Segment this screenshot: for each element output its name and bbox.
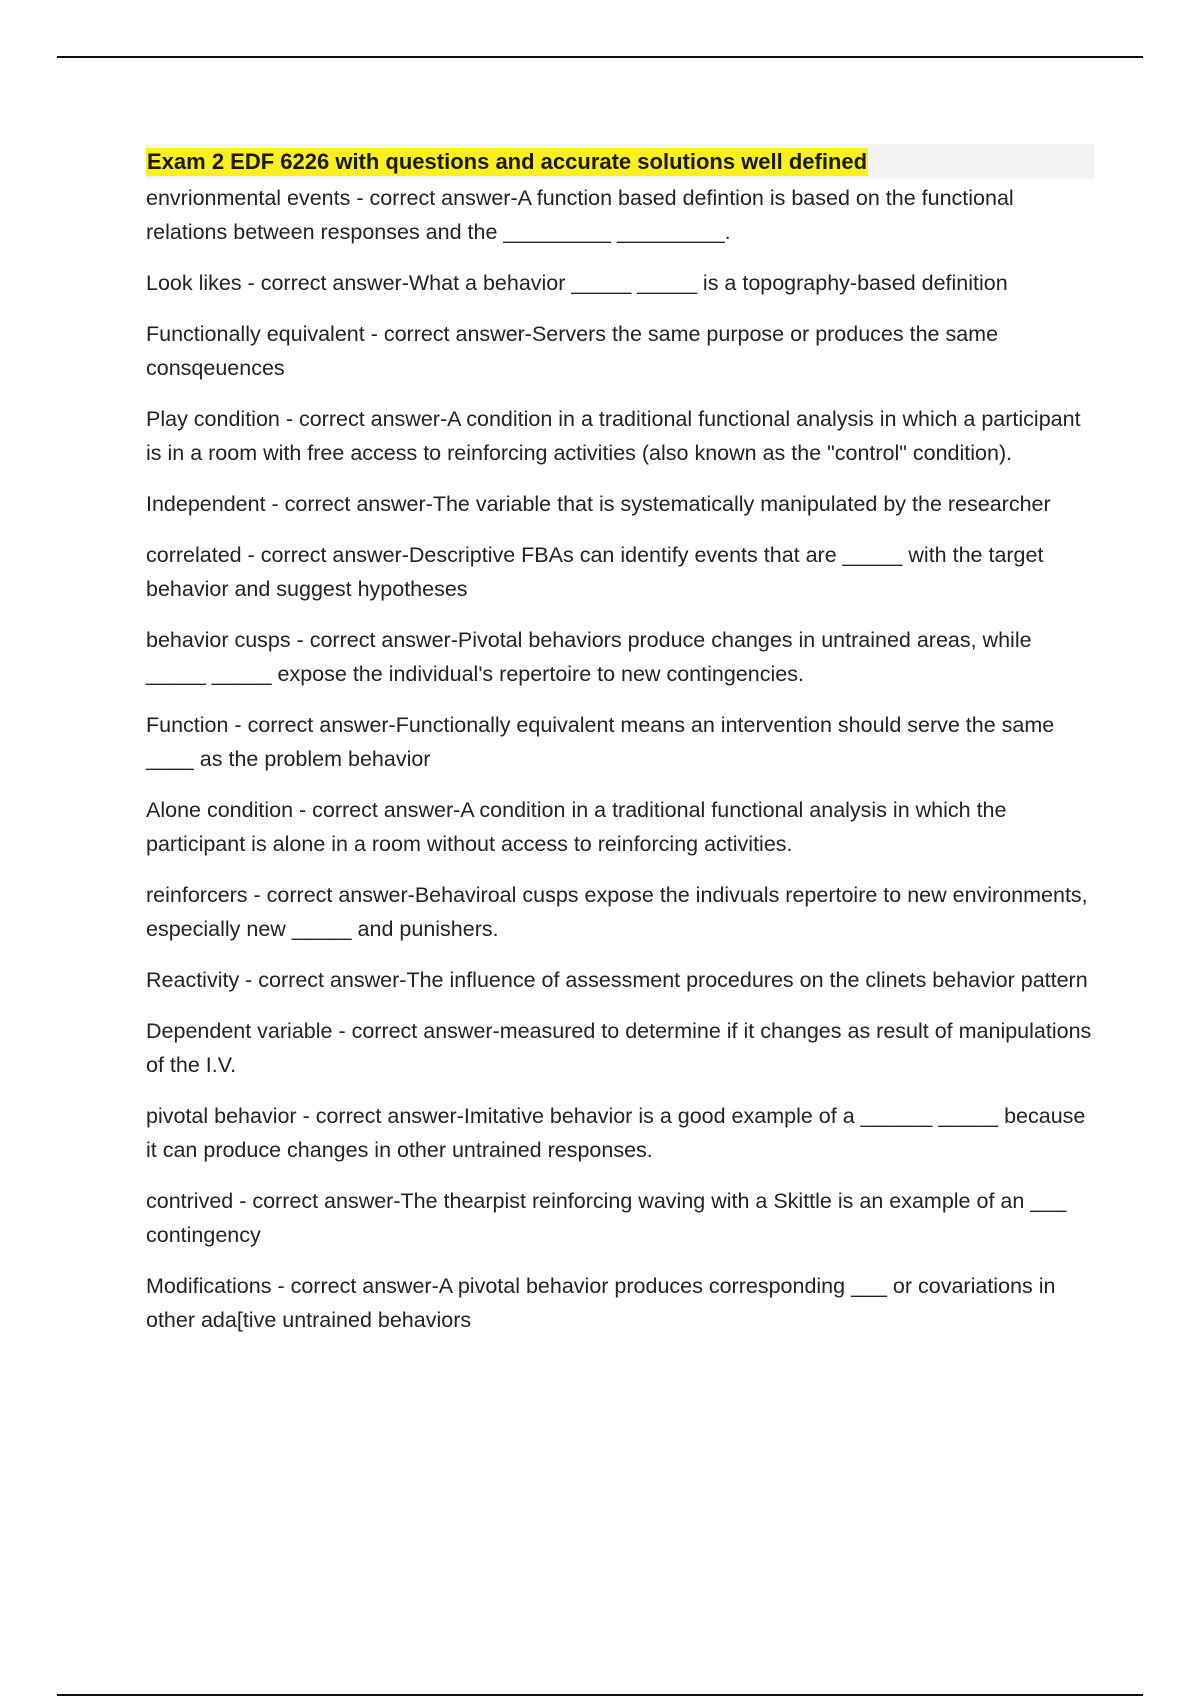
top-divider (57, 56, 1143, 58)
qa-item: correlated - correct answer-Descriptive FBAs can identify events that are _____ with the target behavior and suggest hypotheses (146, 543, 1044, 601)
title-bar (146, 144, 1094, 179)
qa-item: Alone condition - correct answer-A condition in a traditional functional analysis in which the participant is alone in a room without access to reinforcing activities. (146, 798, 1007, 856)
qa-item: Reactivity - correct answer-The influence of assessment procedures on the clinets behavior pattern (146, 968, 1088, 992)
qa-item: Look likes - correct answer-What a behavior _____ _____ is a topography-based definition (146, 271, 1008, 295)
qa-item: Dependent variable - correct answer-measured to determine if it changes as result of manipulations of the I.V. (146, 1019, 1092, 1077)
qa-item: Modifications - correct answer-A pivotal behavior produces corresponding ___ or covariations in other ada[tive untrained behaviors (146, 1274, 1056, 1332)
bottom-divider (57, 1694, 1143, 1696)
document-title: Exam 2 EDF 6226 with questions and accurate solutions well defined (147, 148, 868, 174)
document-body (146, 144, 1096, 1354)
qa-item: Function - correct answer-Functionally equivalent means an intervention should serve the same ____ as the problem behavior (146, 713, 1055, 771)
qa-item: pivotal behavior - correct answer-Imitative behavior is a good example of a ______ _____ because it can produce changes in other untrained responses. (146, 1104, 1086, 1162)
qa-item: Independent - correct answer-The variable that is systematically manipulated by the researcher (146, 492, 1051, 516)
qa-item: behavior cusps - correct answer-Pivotal behaviors produce changes in untrained areas, while _____ _____ expose the individual's repertoire to new contingencies. (146, 628, 1032, 686)
qa-item: contrived - correct answer-The thearpist reinforcing waving with a Skittle is an example of an ___ contingency (146, 1189, 1067, 1247)
qa-item: Functionally equivalent - correct answer-Servers the same purpose or produces the same consqeuences (146, 322, 999, 380)
qa-item: Play condition - correct answer-A condition in a traditional functional analysis in which a participant is in a room with free access to reinforcing activities (also known as the "control" condition). (146, 407, 1081, 465)
qa-item: envrionmental events - correct answer-A function based defintion is based on the functional relations between responses and the _________ _________. (146, 186, 1014, 244)
qa-item: reinforcers - correct answer-Behaviroal cusps expose the indivuals repertoire to new environments, especially new _____ and punishers. (146, 883, 1088, 941)
